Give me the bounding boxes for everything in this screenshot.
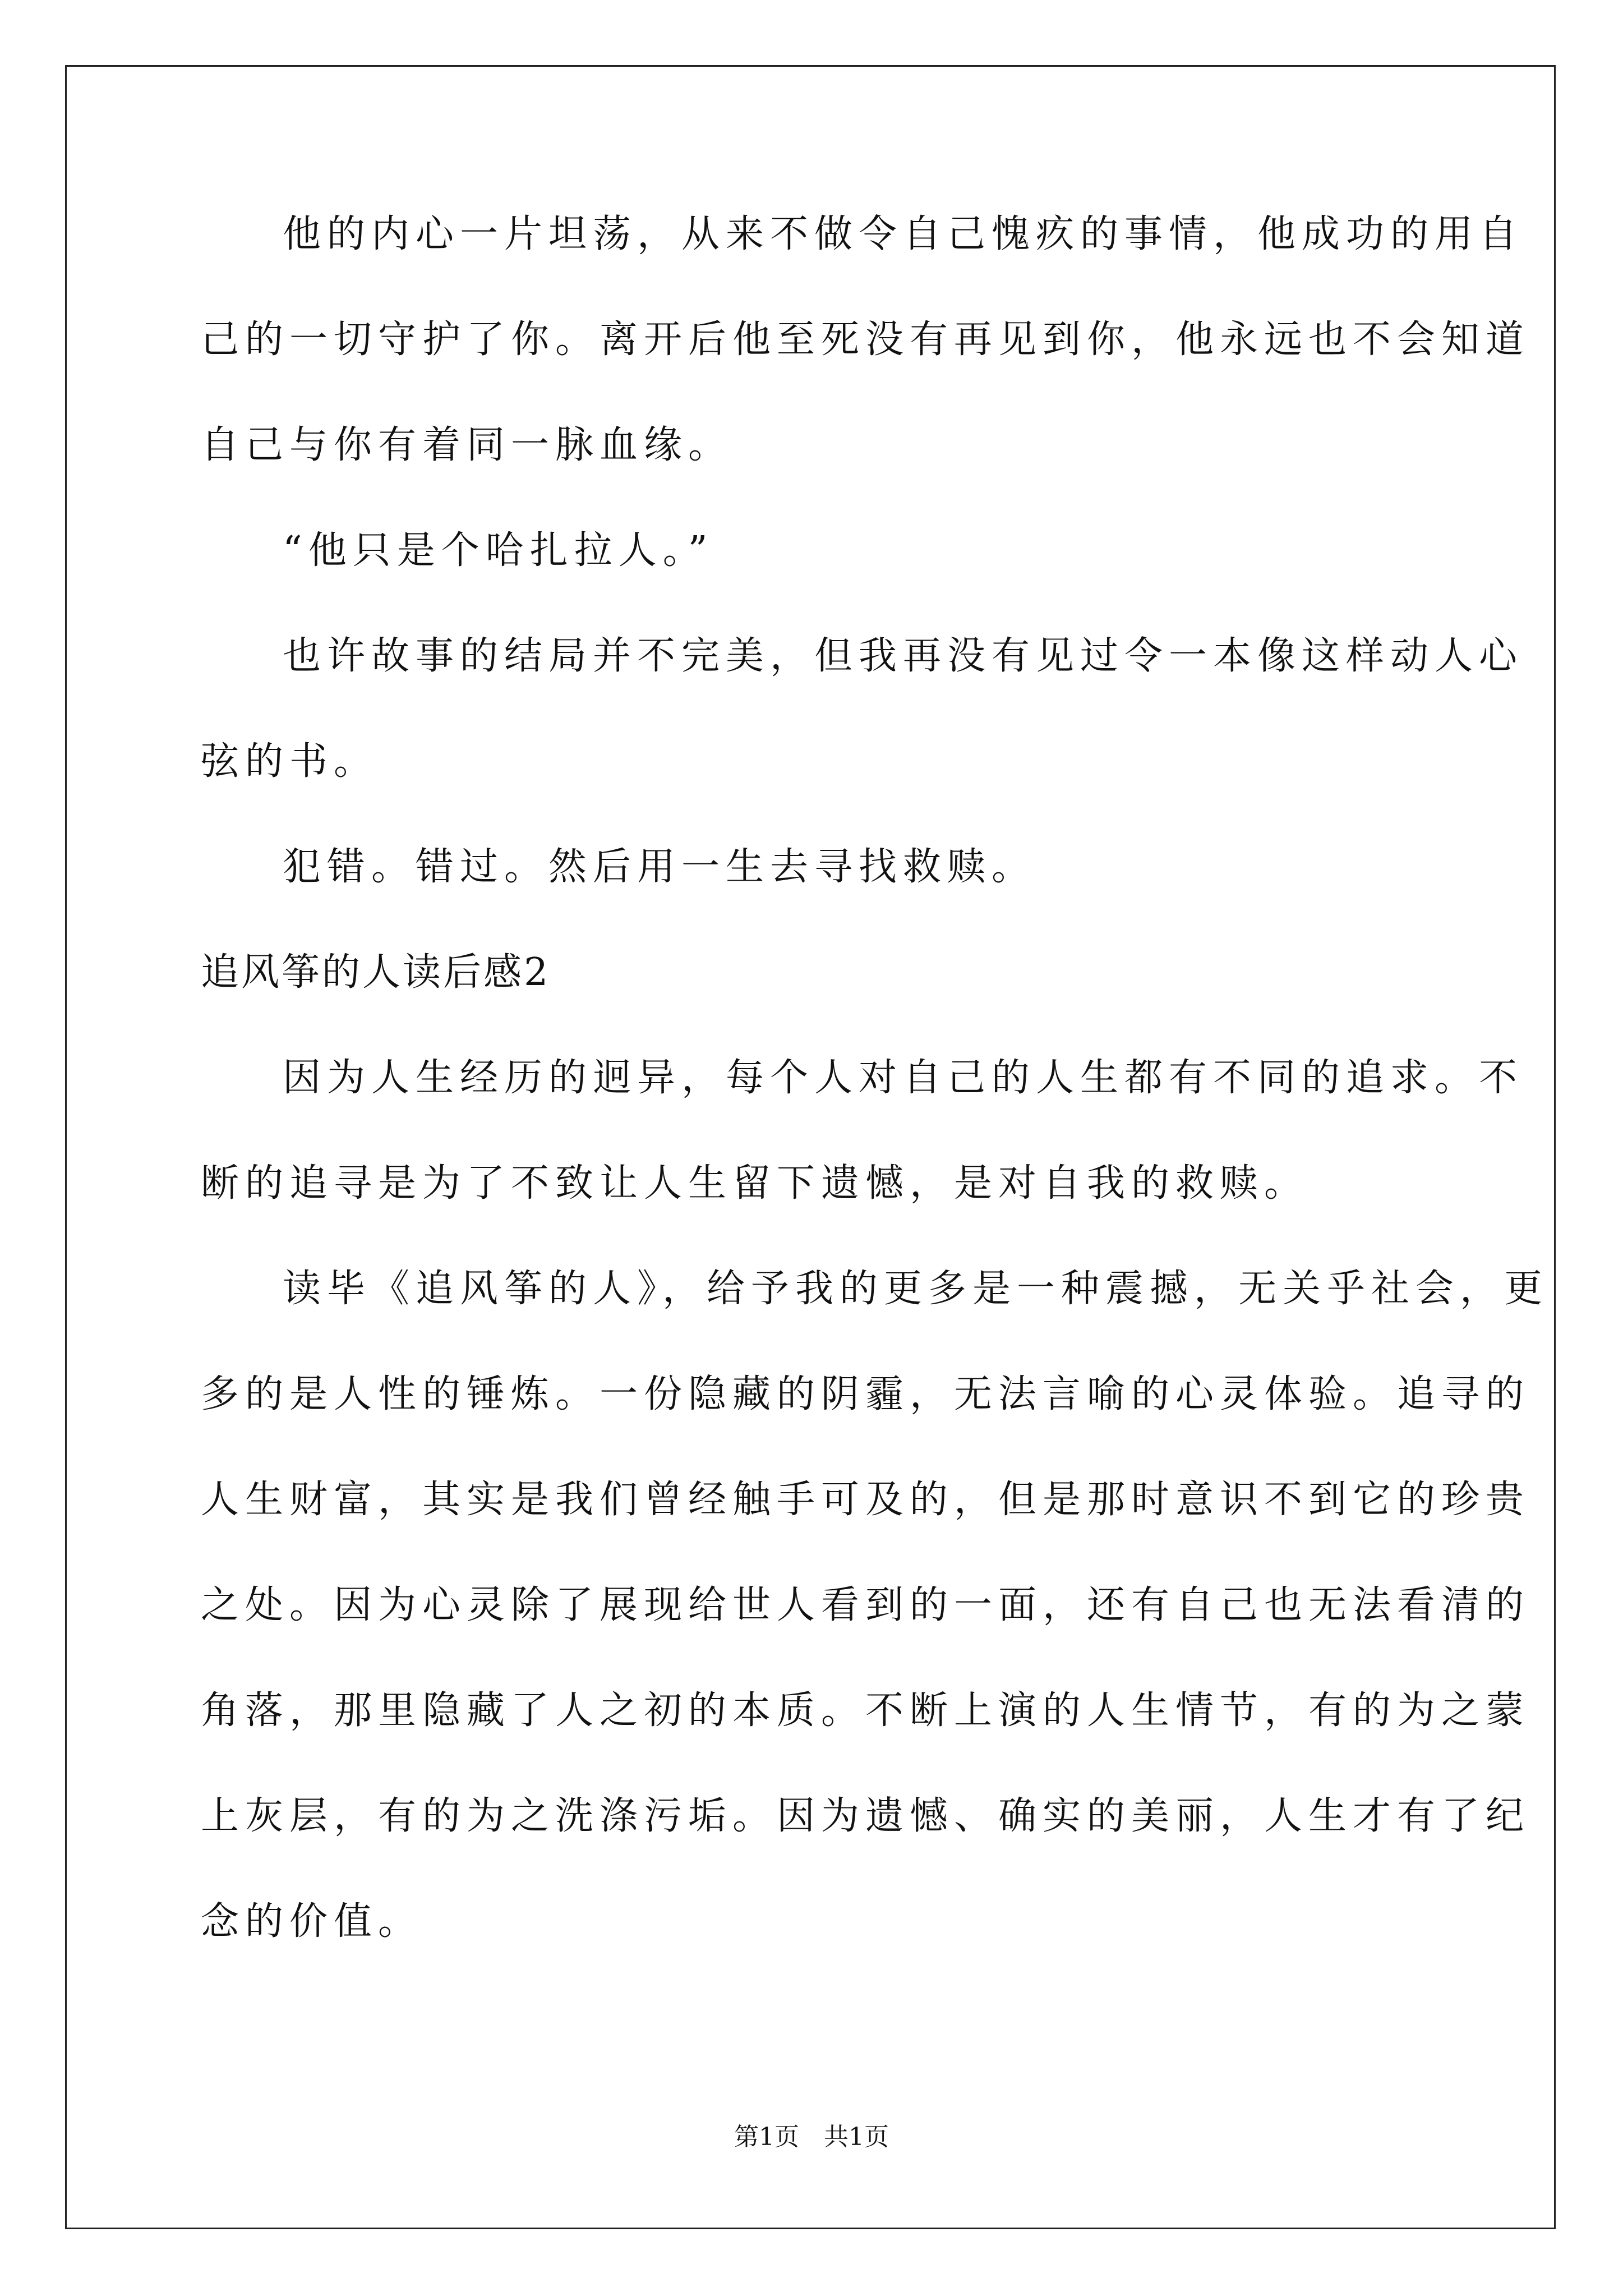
section-heading: 追风筝的人读后感2 [201, 950, 551, 995]
paragraph-line: 念的价值。 [201, 1899, 423, 1944]
paragraph-line: 犯错。错过。然后用一生去寻找救赎。 [283, 845, 1036, 889]
paragraph-line: 角落，那里隐藏了人之初的本质。不断上演的人生情节，有的为之蒙 [201, 1688, 1530, 1733]
paragraph-line: 因为人生经历的迥异，每个人对自己的人生都有不同的追求。不 [283, 1056, 1524, 1100]
paragraph-line: 读毕《追风筝的人》，给予我的更多是一种震撼，无关乎社会，更 [283, 1267, 1549, 1311]
paragraph-line: 弦的书。 [201, 739, 379, 784]
paragraph-line: 也许故事的结局并不完美，但我再没有见过令一本像这样动人心 [283, 634, 1524, 678]
paragraph-line: 之处。因为心灵除了展现给世人看到的一面，还有自己也无法看清的 [201, 1583, 1530, 1627]
paragraph-line: 上灰层，有的为之洗涤污垢。因为遗憾、确实的美丽，人生才有了纪 [201, 1794, 1530, 1838]
paragraph-line: 断的追寻是为了不致让人生留下遗憾，是对自我的救赎。 [201, 1161, 1309, 1205]
page-footer [0, 2120, 1623, 2154]
paragraph-line: 己的一切守护了你。离开后他至死没有再见到你，他永远也不会知道 [201, 318, 1530, 362]
paragraph-line: 他的内心一片坦荡，从来不做令自己愧疚的事情，他成功的用自 [283, 212, 1524, 256]
page-number: 第1页 共1页 [734, 2123, 889, 2151]
quote-line: “他只是个哈扎拉人。” [283, 528, 714, 573]
paragraph-line: 多的是人性的锤炼。一份隐藏的阴霾，无法言喻的心灵体验。追寻的 [201, 1372, 1530, 1416]
paragraph-line: 人生财富，其实是我们曾经触手可及的，但是那时意识不到它的珍贵 [201, 1478, 1530, 1522]
paragraph-line: 自己与你有着同一脉血缘。 [201, 423, 733, 467]
